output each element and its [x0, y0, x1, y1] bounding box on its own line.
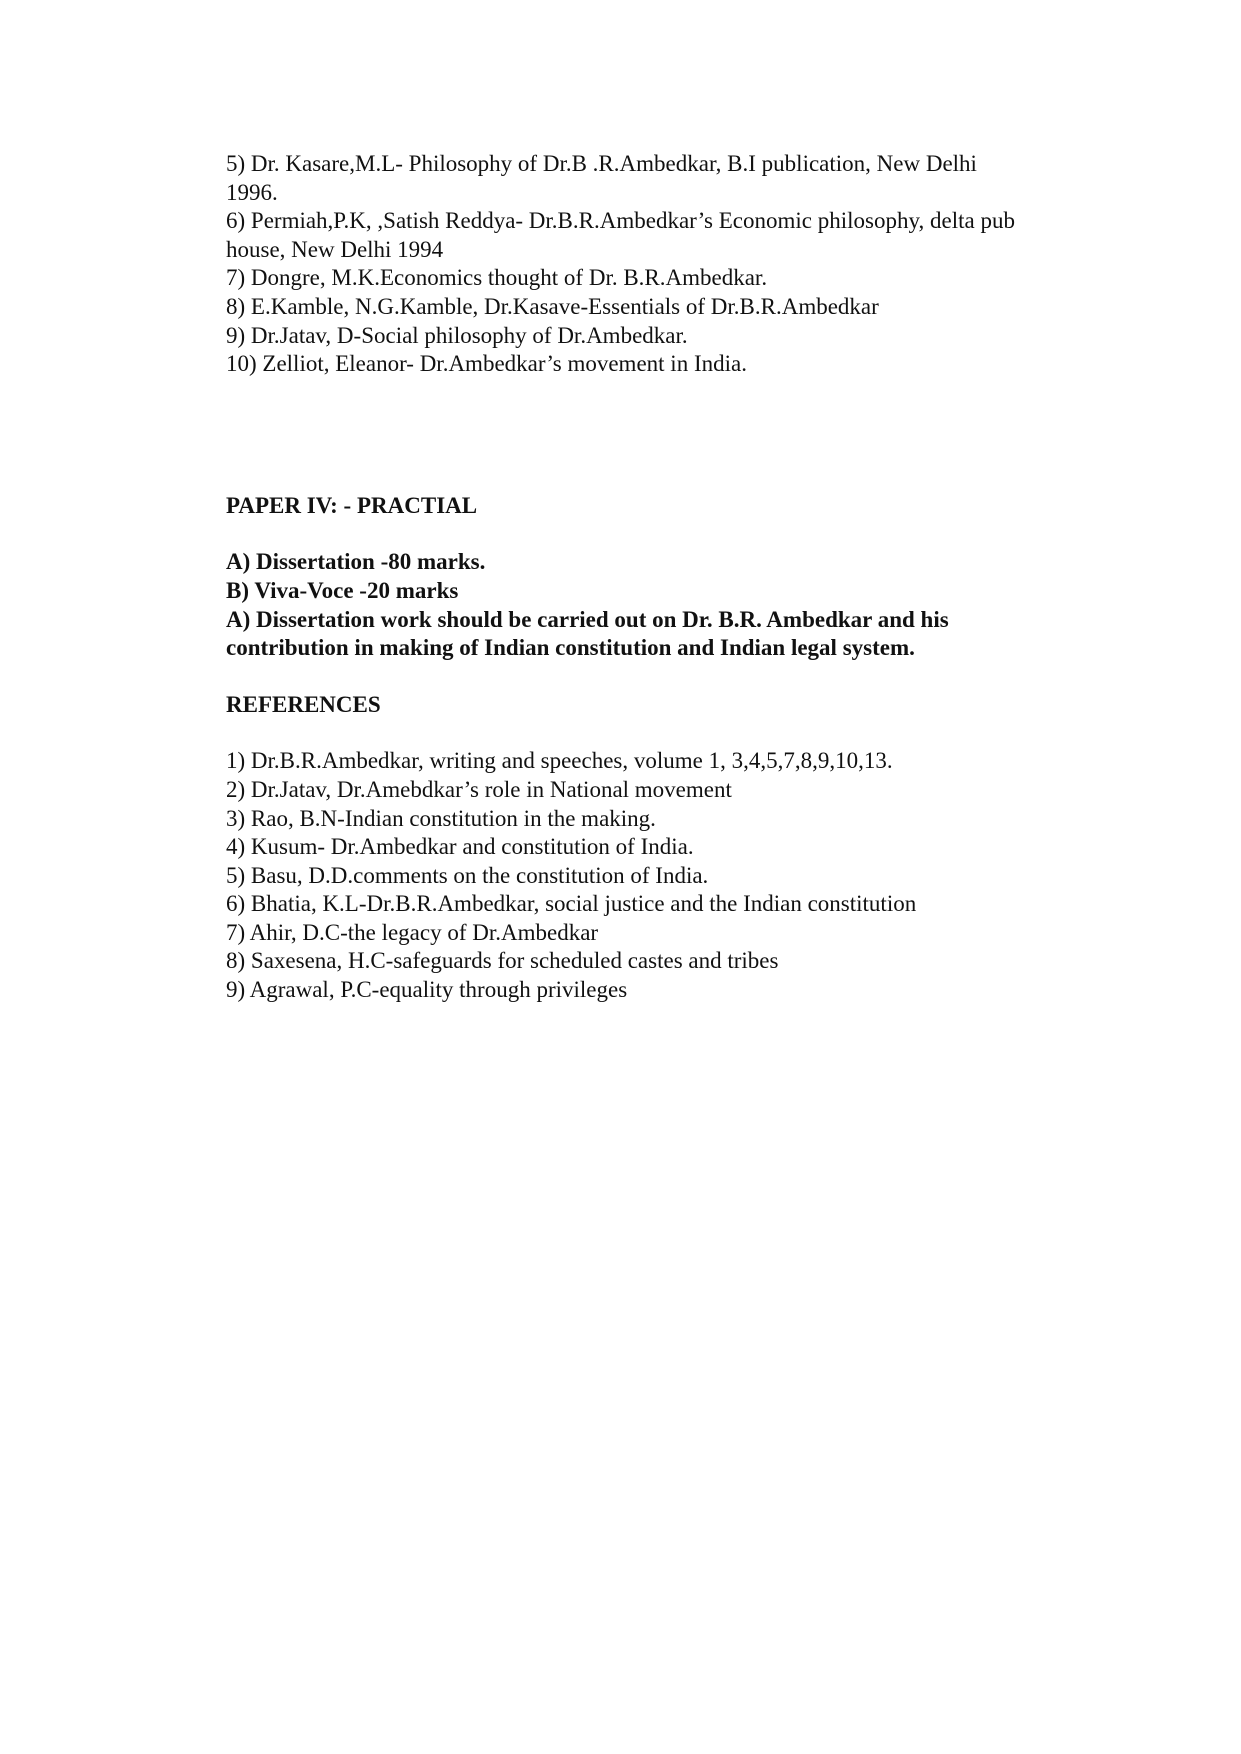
reference-line: 6) Bhatia, K.L-Dr.B.R.Ambedkar, social justice and the Indian constitution	[226, 891, 917, 917]
paper-item: contribution in making of Indian constitution and Indian legal system.	[226, 635, 915, 661]
reference-line: 8) Saxesena, H.C-safeguards for scheduled castes and tribes	[226, 948, 779, 974]
references-heading: REFERENCES	[226, 691, 381, 717]
reference-line: 8) E.Kamble, N.G.Kamble, Dr.Kasave-Essentials of Dr.B.R.Ambedkar	[226, 293, 879, 319]
reference-line: 5) Basu, D.D.comments on the constitution of India.	[226, 862, 709, 888]
reference-line: 5) Dr. Kasare,M.L- Philosophy of Dr.B .R.Ambedkar, B.I publication, New Delhi	[226, 151, 977, 176]
reference-line: 2) Dr.Jatav, Dr.Amebdkar’s role in National movement	[226, 776, 732, 802]
reference-line: house, New Delhi 1994	[226, 236, 444, 262]
reference-line: 10) Zelliot, Eleanor- Dr.Ambedkar’s movement in India.	[226, 351, 747, 377]
paper-heading: PAPER IV: - PRACTIAL	[226, 492, 478, 518]
reference-line: 1996.	[226, 179, 278, 205]
document-page	[226, 150, 1126, 1005]
reference-line: 7) Ahir, D.C-the legacy of Dr.Ambedkar	[226, 919, 599, 945]
reference-line: 6) Permiah,P.K, ,Satish Reddya- Dr.B.R.Ambedkar’s Economic philosophy, delta pub	[226, 208, 1015, 234]
paper-item: A) Dissertation work should be carried out on Dr. B.R. Ambedkar and his	[226, 606, 949, 632]
reference-line: 1) Dr.B.R.Ambedkar, writing and speeches, volume 1, 3,4,5,7,8,9,10,13.	[226, 748, 893, 774]
reference-line: 9) Agrawal, P.C-equality through privileges	[226, 977, 628, 1003]
references-list	[226, 747, 1126, 1004]
reference-line: 4) Kusum- Dr.Ambedkar and constitution of India.	[226, 834, 694, 860]
paper-item: A) Dissertation -80 marks.	[226, 549, 486, 575]
first-reference-list	[226, 150, 1126, 379]
reference-line: 9) Dr.Jatav, D-Social philosophy of Dr.Ambedkar.	[226, 322, 688, 348]
reference-line: 3) Rao, B.N-Indian constitution in the making.	[226, 805, 656, 831]
paper-item: B) Viva-Voce -20 marks	[226, 577, 459, 603]
paper-items	[226, 548, 1126, 662]
reference-line: 7) Dongre, M.K.Economics thought of Dr. B.R.Ambedkar.	[226, 265, 768, 291]
